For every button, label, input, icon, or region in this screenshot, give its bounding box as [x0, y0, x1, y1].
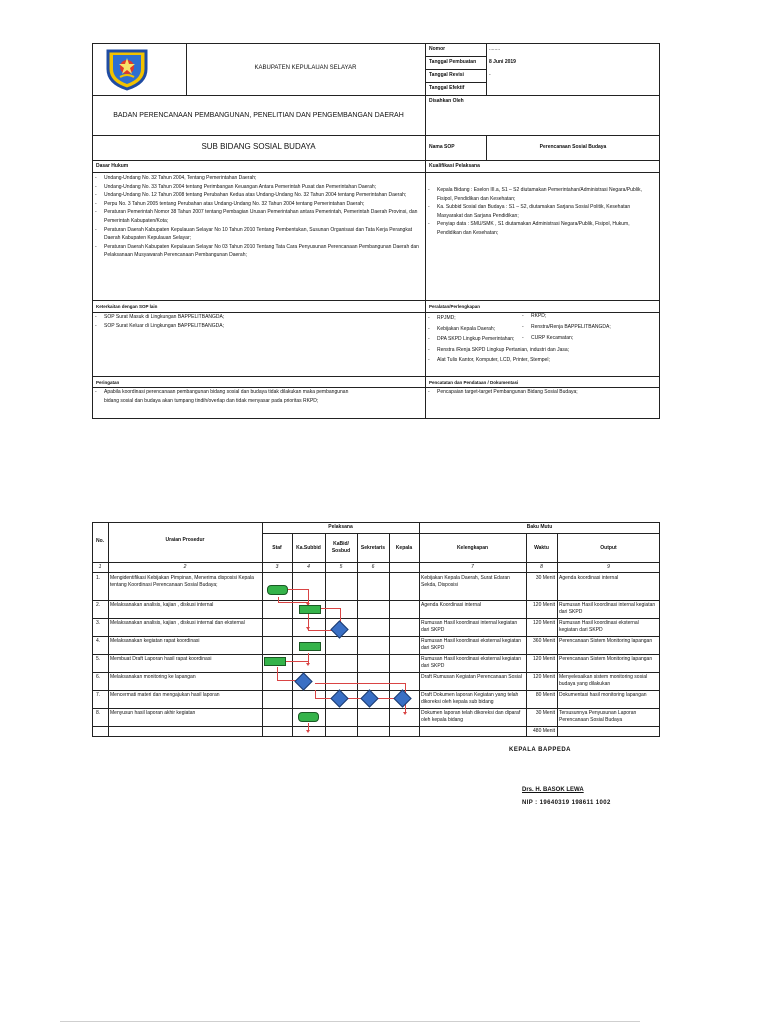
- list-item: - Peraturan Daerah Kabupaten Kepulauan Selayar No 10 Tahun 2010 Tentang Pembentukan, Susunan Organisasi dan Tata Kerja Perangkat Daerah Kabupaten Kepulauan Selayar;: [94, 226, 420, 243]
- index-cell: 4: [307, 564, 310, 570]
- row-kelengkapan: Agenda Koordinasi internal: [421, 602, 482, 608]
- dasar-hukum-title: Dasar Hukum: [96, 163, 129, 169]
- regency-logo-icon: [102, 47, 152, 91]
- list-item: - Renstra/Renja BAPPELITBANGDA;: [521, 322, 656, 333]
- list-item: - Undang-Undang No. 33 Tahun 2004 tentang Perimbangan Keuangan Antara Pemerintah Pusat dan Pemerintahan Daerah;: [94, 183, 420, 192]
- list-item: - Renstra /Renja SKPD Lingkup Pertanian, industri dan Jasa;: [427, 345, 627, 356]
- row-waktu: 30 Menit: [535, 710, 555, 716]
- row-desc: Melaksanakan kegiatan rapat koordinasi: [110, 638, 200, 644]
- list-item: - Peraturan Daerah Kabupaten Kepulauan Selayar No 03 Tahun 2010 Tentang Tata Cara Penyusunan Perencanaan Pembangunan Daerah dan Pelaksanaan Musyawarah Perencanaan Pembangunan Daerah;: [94, 243, 420, 260]
- flow-process-step-2: [299, 605, 321, 614]
- row-output: Rumusan Hasil koordinasi eksternal kegiatan dari SKPD: [559, 620, 639, 633]
- col-header-kepala: Kepala: [395, 545, 413, 551]
- row-desc: Mengidentifikasi Kebijakan Pimpinan, Menerima disposisi Kepala tentang Koordinasi Perencanaan Sosial Budaya;: [110, 575, 254, 588]
- col-header-kelengkapan: Kelengkapan: [456, 545, 489, 551]
- col-header-no: No.: [95, 538, 105, 544]
- list-item: - RKPD;: [521, 311, 656, 322]
- row-kelengkapan: Dokumen laporan telah dikoreksi dan diparaf oleh kepala bidang: [421, 710, 521, 723]
- list-item: - Undang-Undang No. 32 Tahun 2004, Tentang Pemerintahan Daerah;: [94, 174, 420, 183]
- index-cell: 1: [98, 564, 102, 570]
- list-item: - Peraturan Pemerintah Nomor 38 Tahun 2007 tentang Pembagian Urusan Pemerintahan antara Pemerintah, Pemerintah Daerah Provinsi, dan Pemerintah Kabupaten/Kota;: [94, 208, 420, 225]
- signature-nip: NIP : 19640319 198611 1002: [522, 800, 611, 806]
- col-header-staf: Staf: [272, 545, 282, 551]
- row-desc: Mencermati materi dan mengajukan hasil laporan: [110, 692, 220, 698]
- list-item: - Alat Tulis Kantor, Komputer, LCD, Printer, Stempel;: [427, 355, 627, 366]
- list-item: - Penyiap data : SMU/SMK , S1 diutamakan Administrasi Negara/Publik, Fisipol, Hukum, Pendidikan dan Kesehatan;: [427, 220, 653, 237]
- list-item: - RPJMD;: [427, 313, 627, 324]
- row-desc: Melaksanakan analisis, kajian , diskusi internal dan eksternal: [110, 620, 245, 626]
- index-cell: 3: [275, 564, 279, 570]
- row-kelengkapan: Kebijakan Kepala Daerah, Surat Edaran Sekda, Disposisi: [421, 575, 510, 588]
- page-footer-divider: [60, 1021, 640, 1022]
- meta-label-nomor: Nomor: [429, 46, 446, 52]
- row-waktu: 120 Menit: [533, 620, 555, 626]
- row-kelengkapan: Rumusan Hasil koordinasi eksternal kegiatan dari SKPD: [421, 656, 522, 669]
- col-header-kabid: KaBid/ Sosbud: [331, 541, 351, 554]
- row-no: 7.: [96, 692, 101, 698]
- index-cell: 7: [471, 564, 474, 570]
- list-item: - SOP Surat Masuk di Lingkungan BAPPELITBANGDA;: [94, 313, 420, 322]
- flow-end-terminator: [298, 712, 319, 722]
- meta-label-tanggal-pembuatan: Tanggal Pembuatan: [429, 59, 477, 65]
- peralatan-list-right: [521, 311, 656, 344]
- kualifikasi-list: [427, 186, 653, 238]
- agency-title: BADAN PERENCANAAN PEMBANGUNAN, PENELITIAN DAN PENGEMBANGAN DAERAH: [113, 112, 404, 119]
- list-item: - Ka. Subbid Sosial dan Budaya : S1 – S2, diutamakan Sarjana Sosial Politik, Kesehatan Masyarakat dan Sarjana Pendidikan;: [427, 203, 653, 220]
- row-output: Tersusunnya Penyusunan Laporan Perencanaan Sosial Budaya: [559, 710, 637, 723]
- index-cell: 2: [183, 564, 187, 570]
- list-item: - SOP Surat Keluar di Lingkungan BAPPELITBANGDA;: [94, 322, 420, 331]
- sop-name-label: Nama SOP: [429, 144, 455, 150]
- row-no: 3.: [96, 620, 101, 626]
- row-waktu: 120 Menit: [533, 602, 555, 608]
- col-header-kasubbid: Ka.Subbid: [296, 545, 321, 551]
- row-output: Dokumentasi hasil monitoring lapangan: [559, 692, 647, 698]
- row-waktu: 30 Menit: [535, 575, 555, 581]
- meta-label-tanggal-revisi: Tanggal Revisi: [429, 72, 464, 78]
- kualifikasi-title: Kualifikasi Pelaksana: [429, 163, 480, 169]
- index-cell: 8: [540, 564, 543, 570]
- row-no: 5.: [96, 656, 101, 662]
- row-desc: Melaksanakan analisis, kajian , diskusi internal: [110, 602, 214, 608]
- index-cell: 6: [371, 564, 375, 570]
- list-item: - Perpu No. 3 Tahun 2005 tentang Perubahan atas Undang-Undang No. 32 Tahun 2004 tentang Pemerintahan Daerah;: [94, 200, 420, 209]
- col-header-output: Output: [600, 545, 617, 551]
- col-header-uraian: Uraian Prosedur: [165, 537, 205, 543]
- list-item: - CURP Kecamatan;: [521, 333, 656, 344]
- list-item: - Kebijakan Kepala Daerah;: [427, 324, 627, 335]
- row-output: Menyelesaikan sistem monitoring sosial budaya yang dilakukan: [559, 674, 648, 687]
- row-desc: Menyusun hasil laporan akhir kegiatan: [110, 710, 196, 716]
- total-time: 480 Menit: [533, 728, 555, 734]
- row-no: 8.: [96, 710, 101, 716]
- row-no: 6.: [96, 674, 101, 680]
- col-header-sekretaris: Sekretaris: [360, 545, 386, 551]
- peringatan-list: [94, 388, 354, 405]
- signature-name: Drs. H. BASOK LEWA: [522, 787, 584, 793]
- flow-process-step-4: [299, 642, 321, 651]
- regency-title: KABUPATEN KEPULAUAN SELAYAR: [254, 65, 357, 71]
- row-kelengkapan: Draft Dokumen laporan Kegiatan yang telah dikoreksi oleh kepala sub bidang: [421, 692, 519, 705]
- col-header-baku-mutu: Baku Mutu: [526, 524, 553, 530]
- row-no: 2.: [96, 602, 101, 608]
- meta-label-tanggal-efektif: Tanggal Efektif: [429, 85, 465, 91]
- pencatatan-title: Pencatatan dan Pendataan / Dokumentasi: [429, 380, 519, 385]
- meta-value-tanggal-revisi: -: [489, 72, 491, 78]
- meta-value-nomor: ........: [489, 46, 501, 52]
- row-output: Rumusan Hasil koordinasi internal kegiatan dari SKPD: [559, 602, 656, 615]
- col-header-pelaksana: Pelaksana: [328, 524, 353, 530]
- list-item: - DPA SKPD Lingkup Pemerintahan;: [427, 334, 627, 345]
- row-no: 4.: [96, 638, 101, 644]
- flow-start-terminator: [267, 585, 288, 595]
- index-cell: 5: [339, 564, 343, 570]
- meta-label-disahkan-oleh: Disahkan Oleh: [429, 98, 464, 104]
- row-waktu: 360 Menit: [533, 638, 555, 644]
- row-waktu: 120 Menit: [533, 656, 555, 662]
- keterkaitan-title: Keterkaitan dengan SOP lain: [96, 304, 158, 309]
- row-desc: Melaksanakan monitoring ke lapangan: [110, 674, 196, 680]
- row-kelengkapan: Rumusan Hasil koordinasi eksternal kegiatan dari SKPD: [421, 638, 522, 651]
- row-kelengkapan: Rumusan Hasil koordinasi internal kegiatan dari SKPD: [421, 620, 518, 633]
- row-output: Perencanaan Sistem Monitoring lapangan: [559, 656, 653, 662]
- row-waktu: 120 Menit: [533, 674, 555, 680]
- row-no: 1.: [96, 575, 101, 581]
- division-title: SUB BIDANG SOSIAL BUDAYA: [201, 142, 316, 151]
- flow-process-step-5: [264, 657, 286, 666]
- pencatatan-list: [427, 388, 653, 397]
- row-kelengkapan: Draft Rumusan Kegiatan Perencanaan Sosial: [421, 674, 522, 680]
- row-output: Perencanaan Sistem Monitoring lapangan: [559, 638, 653, 644]
- signature-title: KEPALA BAPPEDA: [509, 747, 572, 753]
- row-desc: Membuat Draft Laporan hasil rapat koordinasi: [110, 656, 212, 662]
- dasar-hukum-list: [94, 174, 420, 260]
- col-header-waktu: Waktu: [534, 545, 549, 551]
- list-item: - Kepala Bidang : Eselon III.a, S1 – S2 diutamakan Pemerintahan/Administrasi Negara/Publik, Fisipol, Pendidikan dan Kesehatan;: [427, 186, 653, 203]
- peringatan-title: Peringatan: [96, 380, 120, 385]
- row-output: Agenda koordinasi internal: [559, 575, 619, 581]
- row-waktu: 80 Menit: [535, 692, 555, 698]
- list-item: - Pencapaian target-target Pembangunan Bidang Sosial Budaya;: [427, 388, 653, 397]
- meta-value-tanggal-pembuatan: 8 Juni 2019: [489, 59, 516, 65]
- list-item: - Apabila koordinasi perencanaan pembangunan bidang sosial dan budaya tidak dilakukan maka pembangunan bidang sosial dan budaya akan tumpang tindih/overlap dan tidak menyasar pada prioritas RKPD;: [94, 388, 354, 405]
- peralatan-title: Peralatan/Perlengkapan: [429, 304, 481, 309]
- keterkaitan-list: [94, 313, 420, 330]
- index-cell: 9: [607, 564, 610, 570]
- sop-name-value: Perencanaan Sosial Budaya: [539, 144, 607, 150]
- list-item: - Undang-Undang No. 12 Tahun 2008 tentang Perubahan Kedua atas Undang-Undang No. 32 Tahun 2004 tentang Pemerintahan Daerah;: [94, 191, 420, 200]
